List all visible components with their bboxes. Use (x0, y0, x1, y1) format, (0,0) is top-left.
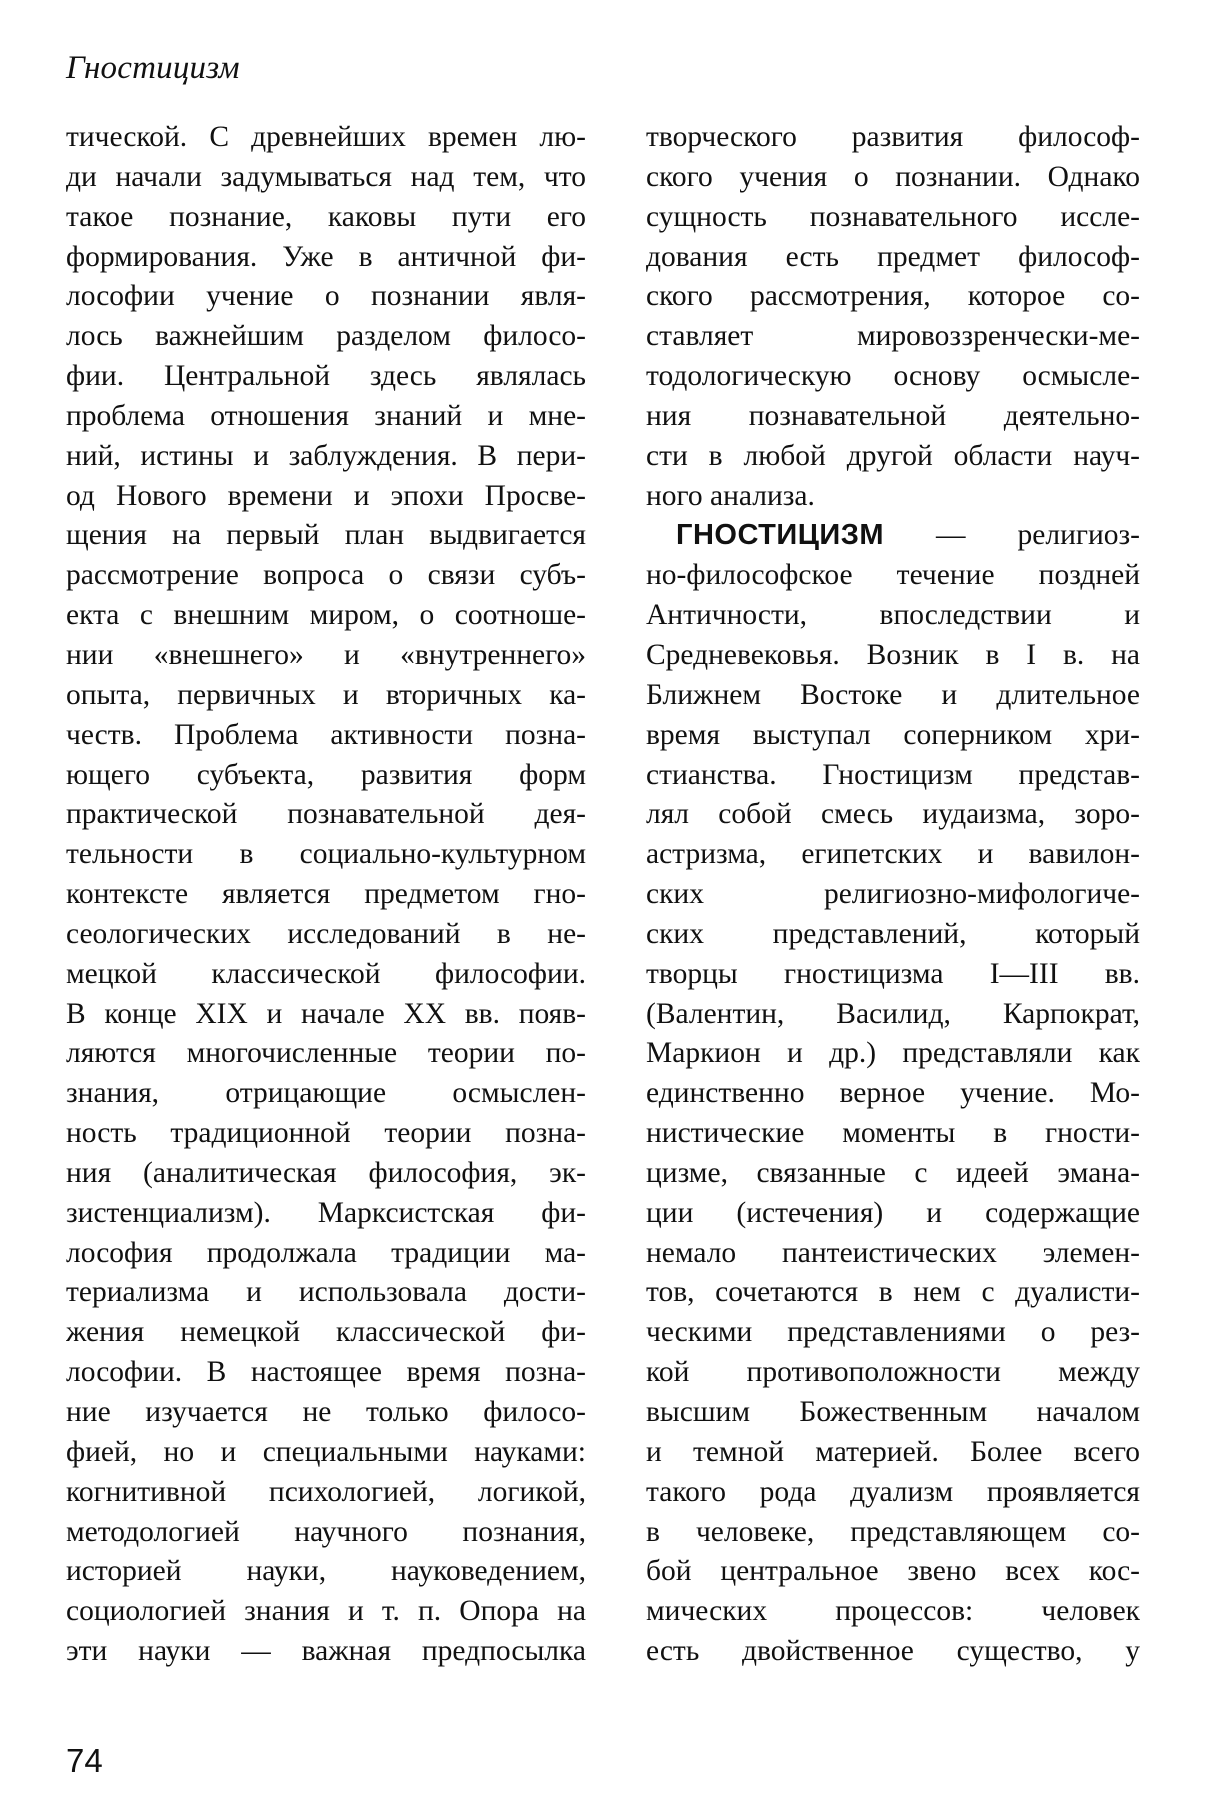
text-line: од Нового времени и эпохи Просве- (66, 479, 586, 512)
text-line: Маркион и др.) представляли как (646, 1037, 1140, 1070)
text-line: дования есть предмет философ- (646, 240, 1140, 273)
text-line: единственно верное учение. Мо- (646, 1077, 1140, 1110)
text-line: лял собой смесь иудаизма, зоро- (646, 798, 1140, 831)
text-line: ди начали задумываться над тем, что (66, 160, 586, 193)
text-line: щения на первый план выдвигается (66, 519, 586, 552)
text-line: проблема отношения знаний и мне- (66, 399, 586, 432)
text-line: честв. Проблема активности позна- (66, 718, 586, 751)
text-line: териализма и использовала дости- (66, 1276, 586, 1309)
text-line: есть двойственное существо, у (646, 1635, 1140, 1668)
text-line: ного анализа. (646, 479, 815, 512)
text-line: фией, но и специальными науками: (66, 1435, 586, 1468)
text-line: Средневековья. Возник в I в. на (646, 638, 1140, 671)
text-line: высшим Божественным началом (646, 1396, 1140, 1428)
running-head: Гностицизм (66, 50, 240, 86)
text-line: ний, истины и заблуждения. В пери- (66, 439, 586, 472)
left-column (66, 118, 586, 1672)
text-line: ставляет мировоззренчески-ме- (646, 320, 1140, 353)
text-line: историей науки, науковедением, (66, 1555, 586, 1588)
text-line: такое познание, каковы пути его (66, 200, 586, 233)
text-line: сти в любой другой области науч- (646, 439, 1140, 472)
entry-headword: ГНОСТИЦИЗМ (676, 519, 885, 552)
text-line: мических процессов: человек (646, 1595, 1140, 1628)
text-line: ющего субъекта, развития форм (66, 758, 586, 791)
text-line: зистенциализм). Марксистская фи- (66, 1196, 586, 1229)
text-line: жения немецкой классической фи- (66, 1316, 586, 1349)
text-line: ских представлений, который (646, 917, 1140, 950)
text-line: фии. Центральной здесь являлась (66, 360, 586, 393)
text-line: ского учения о познании. Однако (646, 160, 1140, 193)
text-line: тической. С древнейших времен лю- (66, 121, 586, 153)
text-line: опыта, первичных и вторичных ка- (66, 678, 586, 711)
text-line: лософии. В настоящее время позна- (66, 1356, 586, 1389)
text-line: кой противоположности между (646, 1356, 1140, 1389)
text-line: время выступал соперником хри- (646, 718, 1140, 751)
text-line: астризма, египетских и вавилон- (646, 838, 1140, 871)
text-line: ния (аналитическая философия, эк- (66, 1156, 586, 1189)
text-line: ляются многочисленные теории по- (66, 1037, 586, 1070)
text-line: лось важнейшим разделом филосо- (66, 320, 586, 353)
text-line: екта с внешним миром, о соотноше- (66, 599, 586, 632)
text-line: нистические моменты в гности- (646, 1117, 1140, 1150)
text-line: Ближнем Востоке и длительное (646, 678, 1140, 711)
text-line: социологией знания и т. п. Опора на (66, 1595, 586, 1628)
text-line: когнитивной психологией, логикой, (66, 1475, 586, 1508)
text-line: формирования. Уже в античной фи- (66, 240, 586, 273)
text-line: ции (истечения) и содержащие (646, 1196, 1140, 1229)
entry-first-line (646, 516, 1140, 556)
text-line: (Валентин, Василид, Карпократ, (646, 997, 1140, 1030)
text-line: тельности в социально-культурном (66, 838, 586, 871)
right-column (646, 118, 1140, 1672)
text-line: но-философское течение поздней (646, 559, 1140, 592)
text-line: творческого развития философ- (646, 121, 1140, 153)
text-line: контексте является предметом гно- (66, 878, 586, 911)
text-line: в человеке, представляющем со- (646, 1515, 1140, 1548)
text-line: нии «внешнего» и «внутреннего» (66, 638, 586, 671)
page-number: 74 (66, 1742, 103, 1779)
text-line: лософии учение о познании явля- (66, 280, 586, 313)
text-line: тодологическую основу осмысле- (646, 360, 1140, 393)
text-line: такого рода дуализм проявляется (646, 1475, 1140, 1508)
text-line: В конце XIX и начале XX вв. появ- (66, 997, 586, 1030)
text-line: сущность познавательного иссле- (646, 200, 1140, 233)
text-line: цизме, связанные с идеей эмана- (646, 1156, 1140, 1189)
text-line: мецкой классической философии. (66, 957, 586, 990)
text-line: тов, сочетаются в нем с дуалисти- (646, 1276, 1140, 1309)
text-line: методологией научного познания, (66, 1515, 586, 1548)
text-line: ческими представлениями о рез- (646, 1316, 1140, 1349)
text-line: Античности, впоследствии и (646, 599, 1140, 632)
text-line: бой центральное звено всех кос- (646, 1555, 1140, 1588)
text-line: стианства. Гностицизм представ- (646, 758, 1140, 791)
text-line: знания, отрицающие осмыслен- (66, 1077, 586, 1110)
text-line: ских религиозно-мифологиче- (646, 878, 1140, 911)
text-line: рассмотрение вопроса о связи субъ- (66, 559, 586, 592)
text-line: ность традиционной теории позна- (66, 1117, 586, 1150)
text-line: творцы гностицизма I—III вв. (646, 957, 1140, 990)
entry-first-line-rest: — религиоз- (884, 519, 1140, 552)
text-line: и темной материей. Более всего (646, 1435, 1140, 1468)
text-line: эти науки — важная предпосылка (66, 1635, 586, 1668)
text-line: ния познавательной деятельно- (646, 399, 1140, 432)
text-line: ние изучается не только филосо- (66, 1396, 586, 1428)
text-line: немало пантеистических элемен- (646, 1236, 1140, 1269)
text-line: лософия продолжала традиции ма- (66, 1236, 586, 1269)
text-line: ского рассмотрения, которое со- (646, 280, 1140, 313)
text-line: практической познавательной дея- (66, 798, 586, 831)
text-line: сеологических исследований в не- (66, 917, 586, 950)
